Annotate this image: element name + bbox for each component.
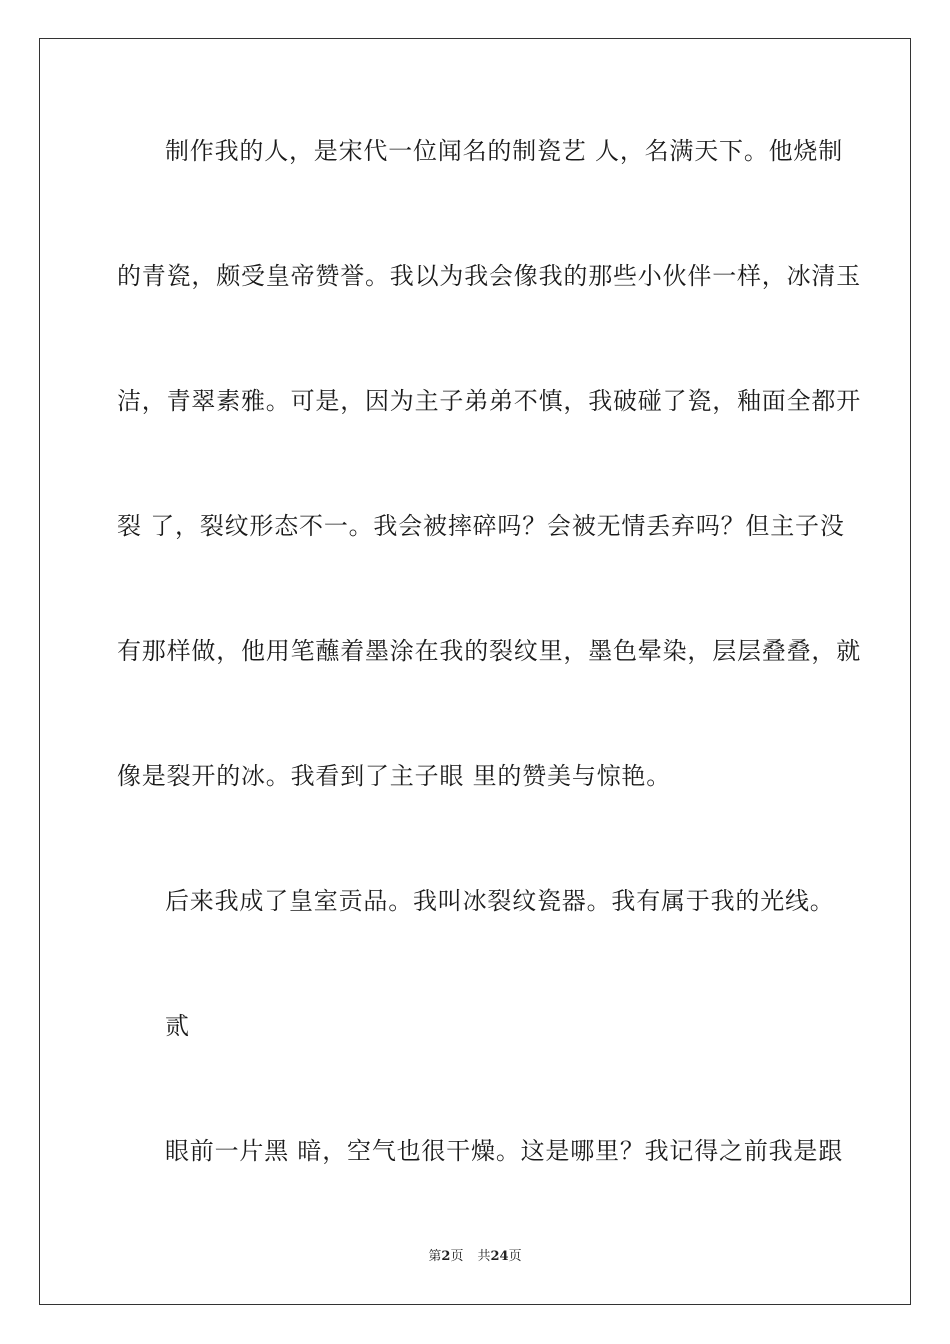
- page-footer: [0, 1245, 950, 1264]
- paragraph-line: 制作我的人，是宋代一位闻名的制瓷艺 人，名满天下。他烧制: [165, 137, 844, 165]
- page-prefix: 第: [428, 1249, 442, 1264]
- page-suffix: 页: [450, 1249, 464, 1264]
- paragraph-line: 有那样做，他用笔蘸着墨涂在我的裂纹里，墨色晕染，层层叠叠，就: [117, 637, 861, 665]
- paragraph-line: 后来我成了皇室贡品。我叫冰裂纹瓷器。我有属于我的光线。: [165, 887, 835, 915]
- total-suffix: 页: [508, 1249, 522, 1264]
- total-prefix: 共: [477, 1249, 491, 1264]
- paragraph-line: 像是裂开的冰。我看到了主子眼 里的赞美与惊艳。: [117, 762, 672, 790]
- document-body: [117, 126, 861, 1251]
- page-number: 2: [441, 1249, 451, 1264]
- section-heading: 贰: [165, 1012, 190, 1040]
- total-pages: 24: [490, 1249, 509, 1264]
- paragraph-line: 洁，青翠素雅。可是，因为主子弟弟不慎，我破碰了瓷，釉面全都开: [117, 387, 861, 415]
- paragraph-line: 眼前一片黑 暗，空气也很干燥。这是哪里？我记得之前我是跟: [165, 1137, 844, 1165]
- paragraph-line: 的青瓷，颇受皇帝赞誉。我以为我会像我的那些小伙伴一样，冰清玉: [117, 262, 861, 290]
- paragraph-line: 裂 了，裂纹形态不一。我会被摔碎吗？会被无情丢弃吗？但主子没: [117, 512, 845, 540]
